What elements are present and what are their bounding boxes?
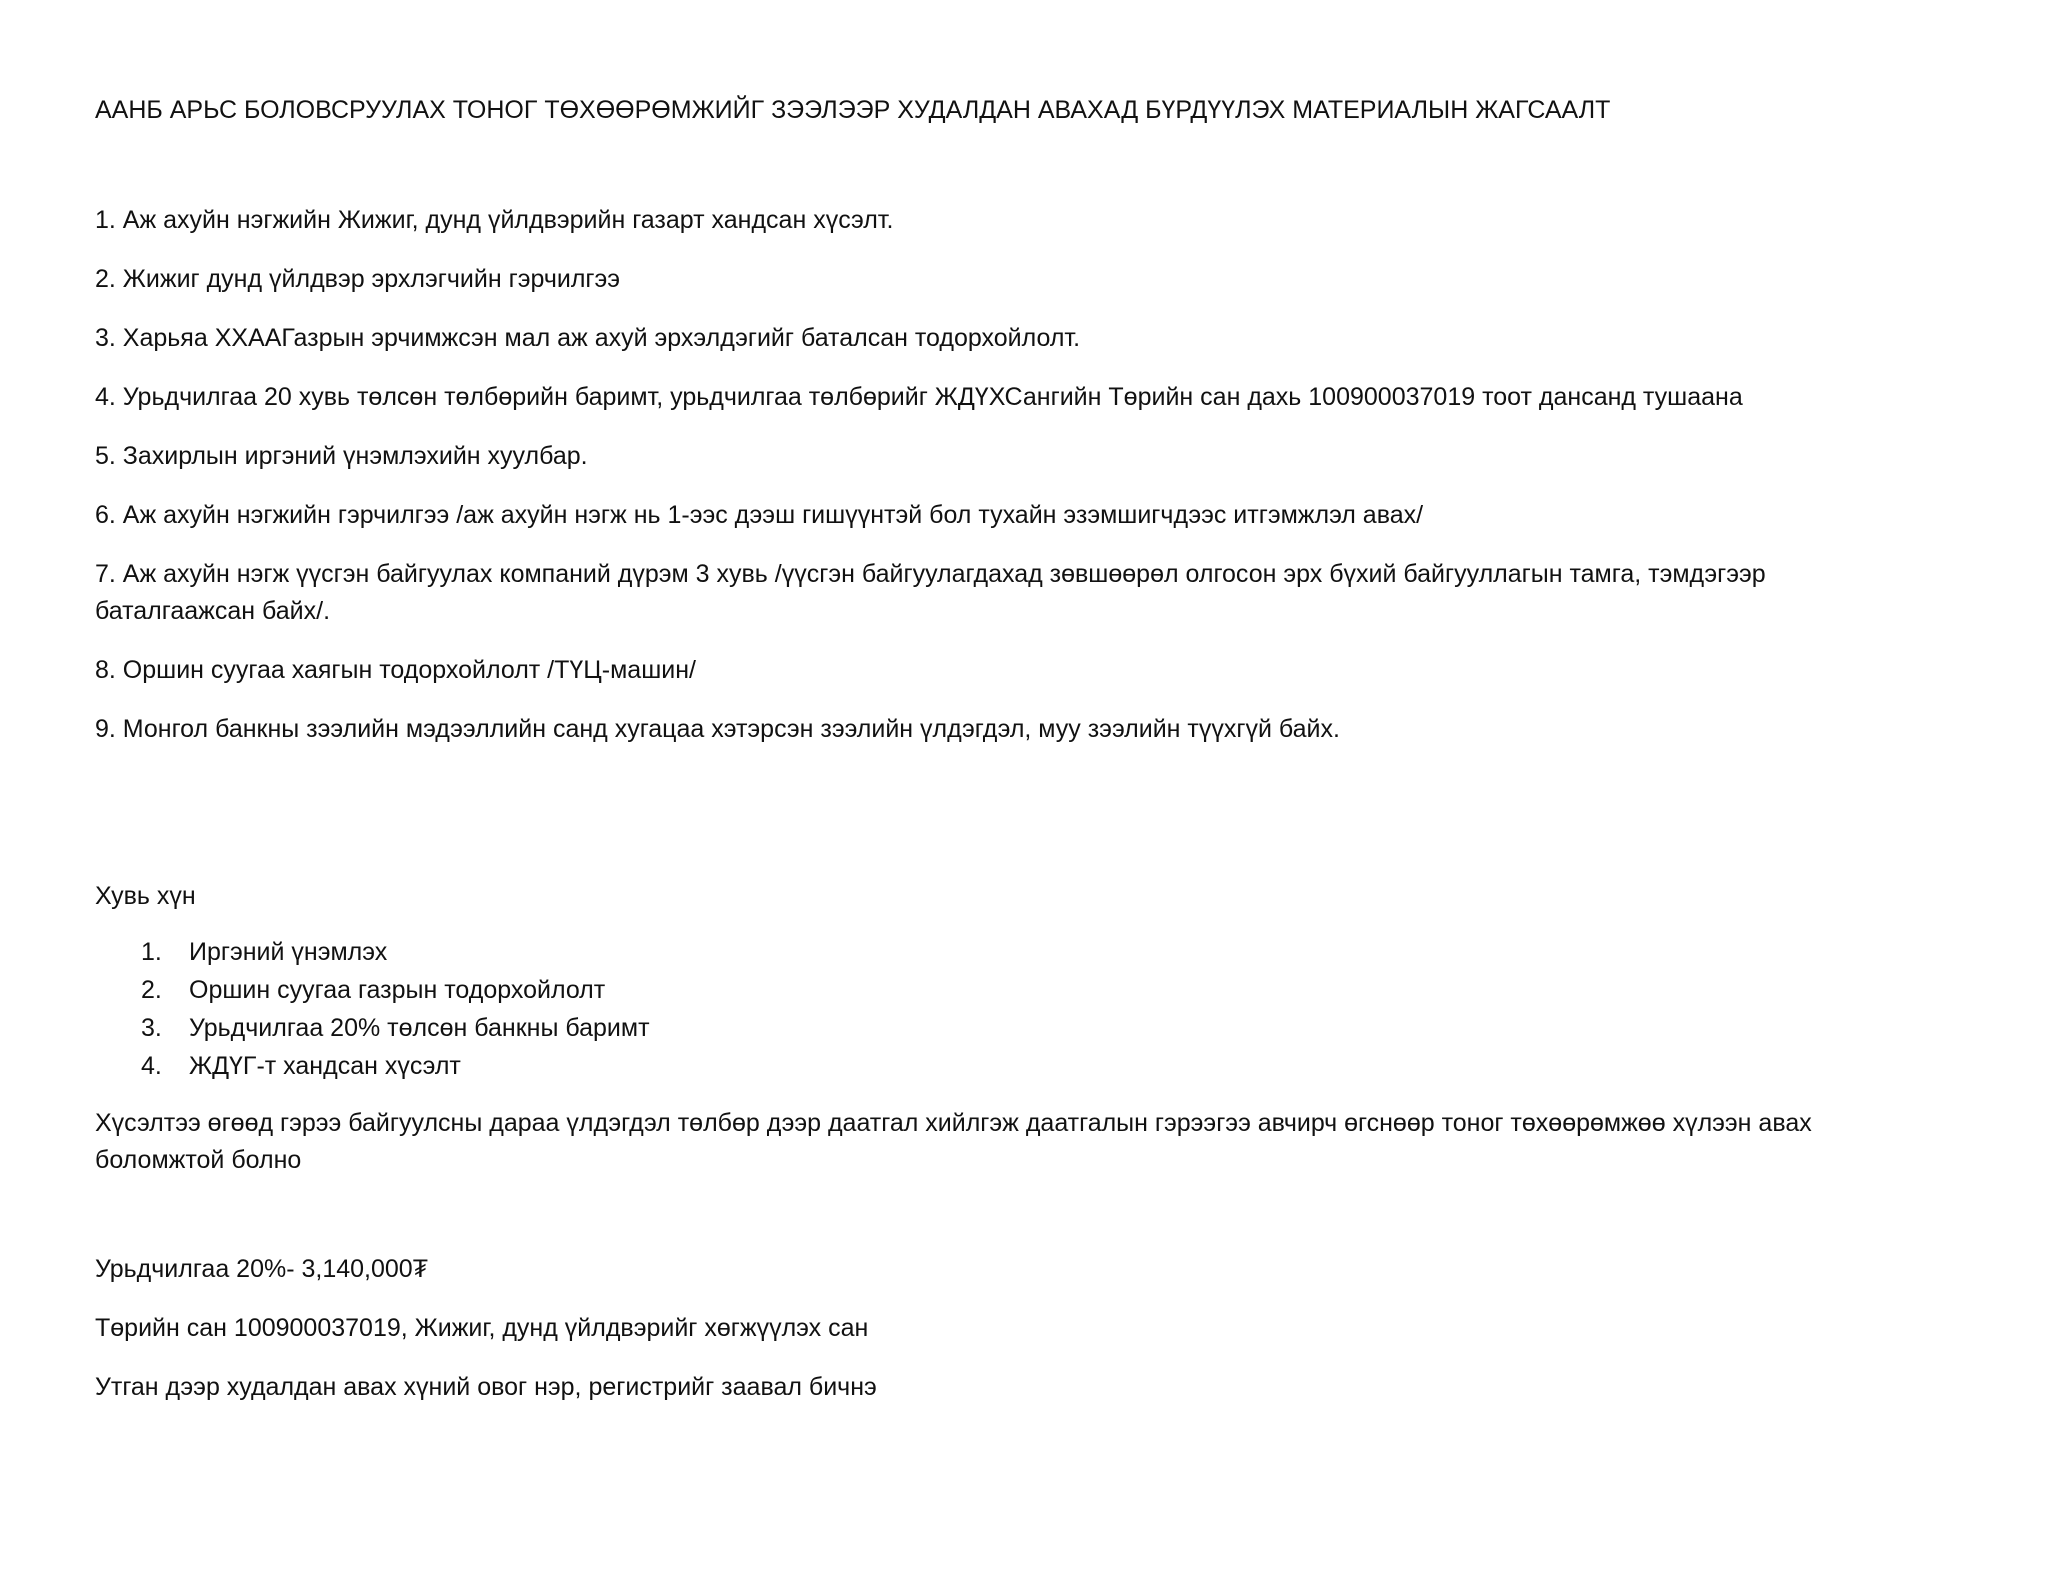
insurance-note: Хүсэлтээ өгөөд гэрээ байгуулсны дараа үлдэгдэл төлбөр дээр даатгал хийлгэж даатгалын гэрээгээ авчирч өгснөөр тоног төхөөрөмжөө хүлээн авах боломжтой болно xyxy=(95,1109,1812,1174)
individual-requirements-list xyxy=(95,933,1975,1085)
list-item-text: ЖДҮГ-т хандсан хүсэлт xyxy=(189,1052,461,1080)
treasury-account: Төрийн сан 100900037019, Жижиг, дунд үйлдвэрийг хөгжүүлэх сан xyxy=(95,1314,869,1342)
requirement-item-8: 8. Оршин суугаа хаягын тодорхойлолт /ТҮЦ-машин/ xyxy=(95,656,696,684)
requirement-item-2: 2. Жижиг дунд үйлдвэр эрхлэгчийн гэрчилгээ xyxy=(95,265,621,293)
individual-item-4 xyxy=(95,1047,1975,1085)
advance-payment-amount: Урьдчилгаа 20%- 3,140,000₮ xyxy=(95,1255,428,1283)
individual-item-1 xyxy=(95,933,1975,971)
requirement-item-6: 6. Аж ахуйн нэгжийн гэрчилгээ /аж ахуйн нэгж нь 1-ээс дээш гишүүнтэй бол тухайн эзэмшигчдээс итгэмжлэл авах/ xyxy=(95,501,1424,529)
requirements-list xyxy=(95,202,1975,748)
requirement-item-9: 9. Монгол банкны зээлийн мэдээллийн санд хугацаа хэтэрсэн зээлийн үлдэгдэл, муу зээлийн түүхгүй байх. xyxy=(95,715,1340,743)
list-number: 2. xyxy=(141,976,162,1004)
individual-item-2 xyxy=(95,971,1975,1009)
individual-section-heading: Хувь хүн xyxy=(95,882,196,910)
list-number: 3. xyxy=(141,1014,162,1042)
payment-info xyxy=(95,1251,1975,1406)
individual-item-3 xyxy=(95,1009,1975,1047)
requirement-item-7: 7. Аж ахуйн нэгж үүсгэн байгуулах компаний дүрэм 3 хувь /үүсгэн байгуулагдахад зөвшөөрөл олгосон эрх бүхий байгууллагын тамга, тэмдэгээр баталгаажсан байх/. xyxy=(95,560,1766,625)
list-number: 1. xyxy=(141,938,162,966)
requirement-item-4: 4. Урьдчилгаа 20 хувь төлсөн төлбөрийн баримт, урьдчилгаа төлбөрийг ЖДҮХСангийн Төрийн сан дахь 100900037019 тоот дансанд тушаана xyxy=(95,383,1743,411)
list-item-text: Иргэний үнэмлэх xyxy=(189,938,388,966)
requirement-item-5: 5. Захирлын иргэний үнэмлэхийн хуулбар. xyxy=(95,442,588,470)
list-item-text: Урьдчилгаа 20% төлсөн банкны баримт xyxy=(189,1014,650,1042)
requirement-item-3: 3. Харьяа ХХААГазрын эрчимжсэн мал аж ахуй эрхэлдэгийг баталсан тодорхойлолт. xyxy=(95,324,1081,352)
list-number: 4. xyxy=(141,1052,162,1080)
document-body xyxy=(95,90,1975,1428)
document-title: ААНБ АРЬС БОЛОВСРУУЛАХ ТОНОГ ТӨХӨӨРӨМЖИЙГ ЗЭЭЛЭЭР ХУДАЛДАН АВАХАД БҮРДҮҮЛЭХ МАТЕРИАЛЫН ЖАГСААЛТ xyxy=(95,96,1611,124)
payment-instruction: Утган дээр худалдан авах хүний овог нэр, регистрийг заавал бичнэ xyxy=(95,1373,877,1401)
requirement-item-1: 1. Аж ахуйн нэгжийн Жижиг, дунд үйлдвэрийн газарт хандсан хүсэлт. xyxy=(95,206,894,234)
list-item-text: Оршин суугаа газрын тодорхойлолт xyxy=(189,976,606,1004)
